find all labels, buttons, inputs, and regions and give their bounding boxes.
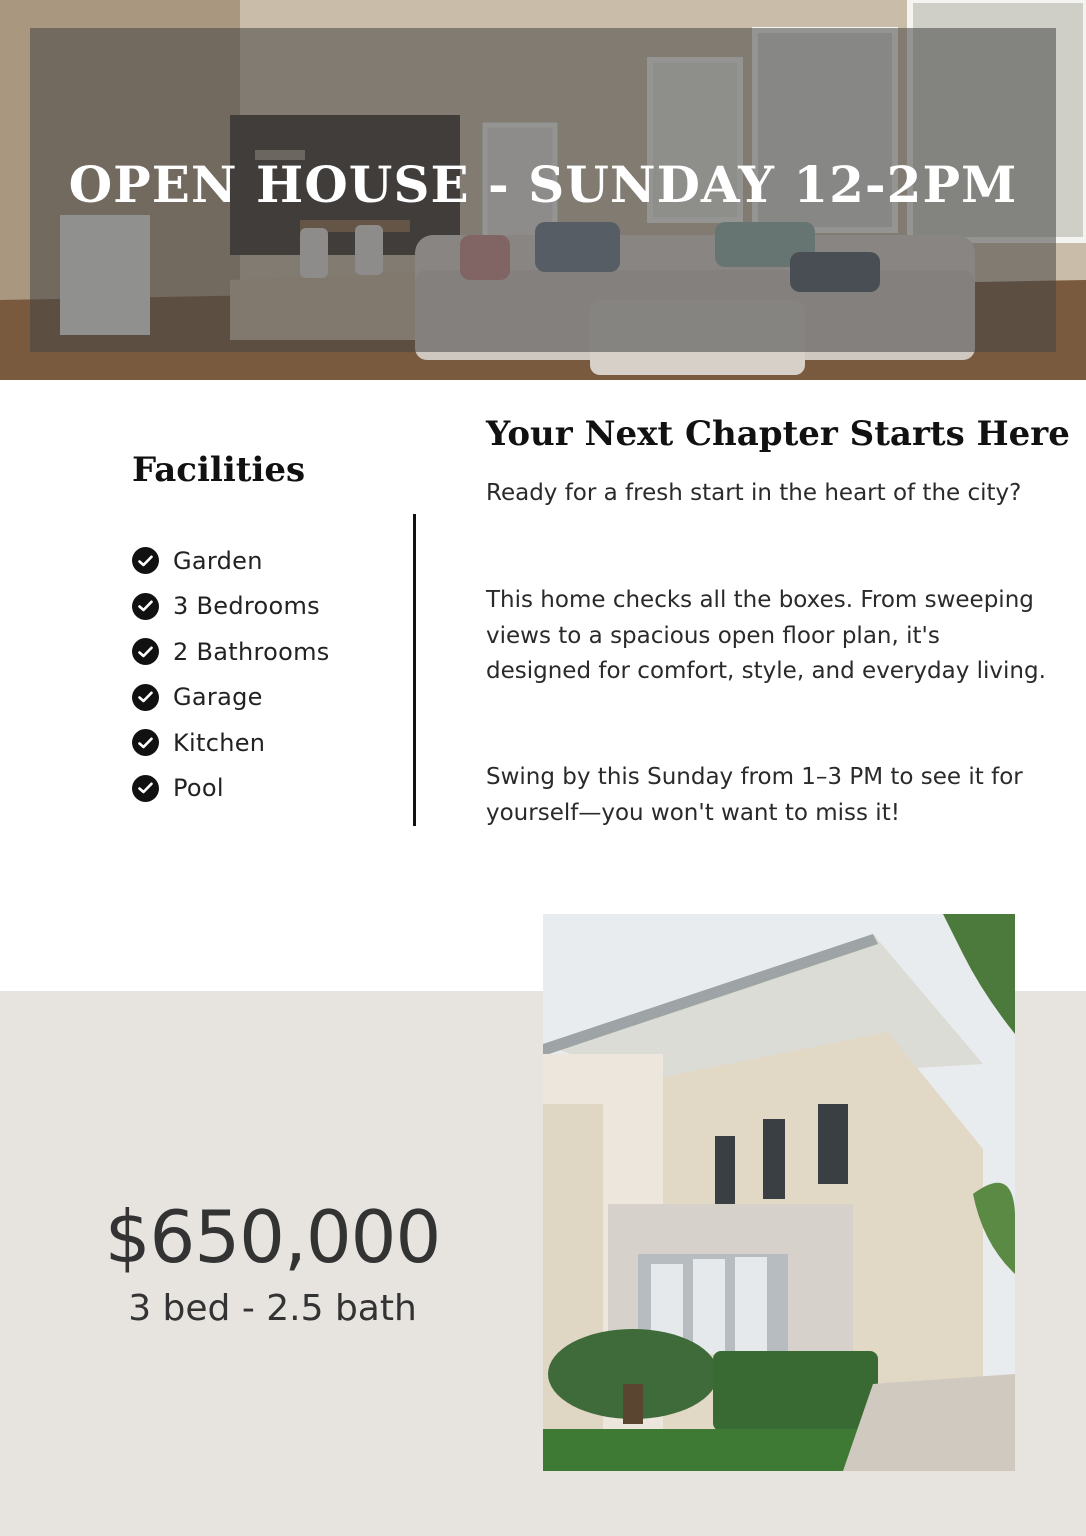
check-circle-icon <box>132 593 159 620</box>
facility-item <box>132 629 330 675</box>
check-circle-icon <box>132 638 159 665</box>
facility-label: Garden <box>173 546 263 575</box>
facility-item <box>132 538 330 584</box>
listing-summary: 3 bed - 2.5 bath <box>128 1288 417 1329</box>
check-circle-icon <box>132 547 159 574</box>
vertical-divider <box>413 514 416 826</box>
facility-list <box>132 538 330 811</box>
facility-label: Garage <box>173 683 263 712</box>
hero-banner <box>0 0 1086 380</box>
facility-item <box>132 766 330 812</box>
facility-item <box>132 720 330 766</box>
house-exterior-photo <box>543 914 1015 1471</box>
facilities-heading: Facilities <box>132 450 306 490</box>
section-headline: Your Next Chapter Starts Here <box>486 414 1070 454</box>
check-circle-icon <box>132 729 159 756</box>
features-paragraph: This home checks all the boxes. From sweeping views to a spacious open floor plan, it's designed for comfort, style, and everyday living. <box>486 587 1046 684</box>
intro-paragraph: Ready for a fresh start in the heart of the city? <box>486 480 1022 506</box>
facility-label: Kitchen <box>173 728 266 757</box>
hero-title: OPEN HOUSE - SUNDAY 12-2PM <box>68 155 1018 214</box>
facility-label: Pool <box>173 774 224 803</box>
facility-item <box>132 584 330 630</box>
listing-price: $650,000 <box>104 1195 441 1279</box>
check-circle-icon <box>132 775 159 802</box>
check-circle-icon <box>132 684 159 711</box>
facility-item <box>132 675 330 721</box>
invite-paragraph: Swing by this Sunday from 1–3 PM to see it for yourself—you won't want to miss it! <box>486 764 1023 826</box>
facility-label: 2 Bathrooms <box>173 637 330 666</box>
facility-label: 3 Bedrooms <box>173 592 320 621</box>
